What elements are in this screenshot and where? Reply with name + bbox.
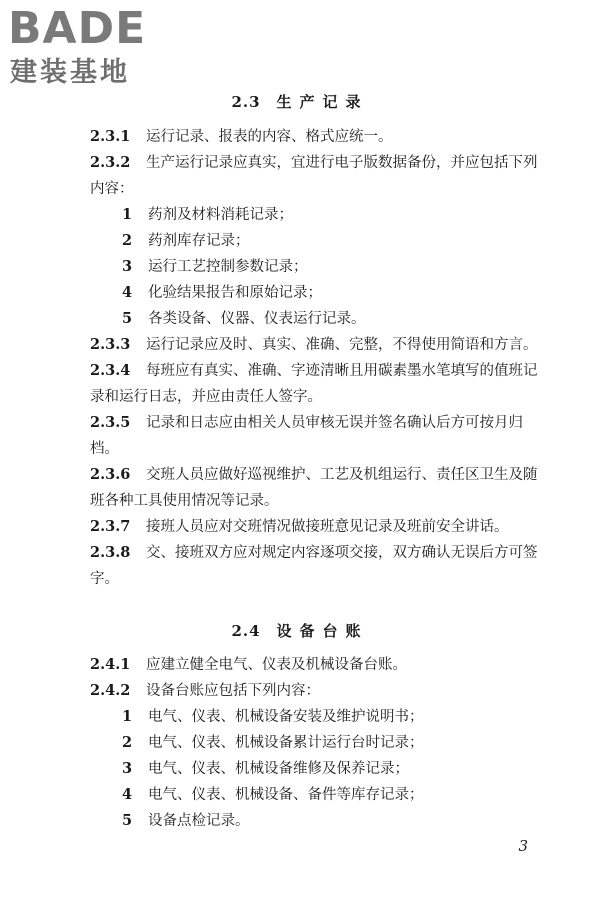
section-title: 生产记录 bbox=[276, 93, 369, 111]
clause-number: 2.3.7 bbox=[90, 518, 131, 535]
logo-subtitle: 建装基地 bbox=[10, 57, 130, 88]
section-body-2-3 bbox=[90, 124, 545, 592]
item-text: 药剂及材料消耗记录； bbox=[148, 207, 293, 223]
item-text: 电气、仪表、机械设备安装及维护说明书； bbox=[148, 709, 424, 725]
item-number: 5 bbox=[122, 310, 133, 327]
item-text: 电气、仪表、机械设备、备件等库存记录； bbox=[148, 787, 424, 803]
clause-2-4-2 bbox=[90, 678, 545, 704]
clause-number: 2.4.1 bbox=[90, 656, 131, 673]
clause-text: 应建立健全电气、仪表及机械设备台账。 bbox=[146, 657, 407, 673]
item-number: 3 bbox=[122, 258, 133, 275]
clause-number: 2.3.2 bbox=[90, 154, 131, 171]
clause-number: 2.3.6 bbox=[90, 466, 131, 483]
list-item bbox=[90, 280, 545, 306]
item-number: 2 bbox=[122, 232, 133, 249]
clause-text: 生产运行记录应真实，宜进行电子版数据备份，并应包括下列内容： bbox=[90, 155, 538, 197]
item-text: 电气、仪表、机械设备维修及保养记录； bbox=[148, 761, 409, 777]
clause-text: 运行记录、报表的内容、格式应统一。 bbox=[146, 129, 393, 145]
clause-number: 2.4.2 bbox=[90, 682, 131, 699]
clause-2-3-8 bbox=[90, 540, 545, 592]
clause-text: 交班人员应做好巡视维护、工艺及机组运行、责任区卫生及随班各种工具使用情况等记录。 bbox=[90, 467, 538, 509]
list-item bbox=[90, 782, 545, 808]
item-text: 设备点检记录。 bbox=[148, 813, 250, 829]
item-number: 4 bbox=[122, 786, 133, 803]
item-text: 运行工艺控制参数记录； bbox=[148, 259, 308, 275]
logo-wordmark: BADE bbox=[8, 3, 147, 54]
item-number: 2 bbox=[122, 734, 133, 751]
clause-2-3-6 bbox=[90, 462, 545, 514]
clause-2-3-5 bbox=[90, 410, 545, 462]
item-text: 药剂库存记录； bbox=[148, 233, 250, 249]
section-body-2-4 bbox=[90, 652, 545, 834]
clause-number: 2.3.1 bbox=[90, 128, 131, 145]
clause-text: 运行记录应及时、真实、准确、完整，不得使用简语和方言。 bbox=[146, 337, 538, 353]
bade-logo bbox=[8, 4, 178, 96]
clause-text: 每班应有真实、准确、字迹清晰且用碳素墨水笔填写的值班记录和运行日志，并应由责任人签字。 bbox=[90, 363, 538, 405]
item-text: 电气、仪表、机械设备累计运行台时记录； bbox=[148, 735, 424, 751]
clause-text: 交、接班双方应对规定内容逐项交接，双方确认无误后方可签字。 bbox=[90, 545, 538, 587]
clause-2-3-7 bbox=[90, 514, 545, 540]
list-item bbox=[90, 228, 545, 254]
clause-2-3-3 bbox=[90, 332, 545, 358]
item-number: 5 bbox=[122, 812, 133, 829]
section-heading-2-3 bbox=[0, 91, 600, 112]
clause-text: 设备台账应包括下列内容： bbox=[146, 683, 320, 699]
item-number: 1 bbox=[122, 206, 133, 223]
list-item bbox=[90, 730, 545, 756]
item-number: 3 bbox=[122, 760, 133, 777]
clause-number: 2.3.3 bbox=[90, 336, 131, 353]
item-text: 化验结果报告和原始记录； bbox=[148, 285, 322, 301]
clause-number: 2.3.5 bbox=[90, 414, 131, 431]
list-item bbox=[90, 704, 545, 730]
clause-2-4-1 bbox=[90, 652, 545, 678]
section-title: 设备台账 bbox=[276, 622, 369, 640]
page-number: 3 bbox=[518, 837, 528, 855]
item-number: 1 bbox=[122, 708, 133, 725]
item-text: 各类设备、仪器、仪表运行记录。 bbox=[148, 311, 366, 327]
section-number: 2.3 bbox=[231, 93, 261, 111]
list-item bbox=[90, 756, 545, 782]
clause-2-3-2 bbox=[90, 150, 545, 202]
list-item bbox=[90, 254, 545, 280]
clause-2-3-1 bbox=[90, 124, 545, 150]
clause-number: 2.3.4 bbox=[90, 362, 131, 379]
list-item bbox=[90, 808, 545, 834]
clause-2-3-4 bbox=[90, 358, 545, 410]
item-number: 4 bbox=[122, 284, 133, 301]
section-heading-2-4 bbox=[0, 620, 600, 641]
clause-text: 记录和日志应由相关人员审核无误并签名确认后方可按月归档。 bbox=[90, 415, 523, 457]
section-number: 2.4 bbox=[231, 622, 261, 640]
clause-number: 2.3.8 bbox=[90, 544, 131, 561]
list-item bbox=[90, 202, 545, 228]
list-item bbox=[90, 306, 545, 332]
clause-text: 接班人员应对交班情况做接班意见记录及班前安全讲话。 bbox=[146, 519, 509, 535]
